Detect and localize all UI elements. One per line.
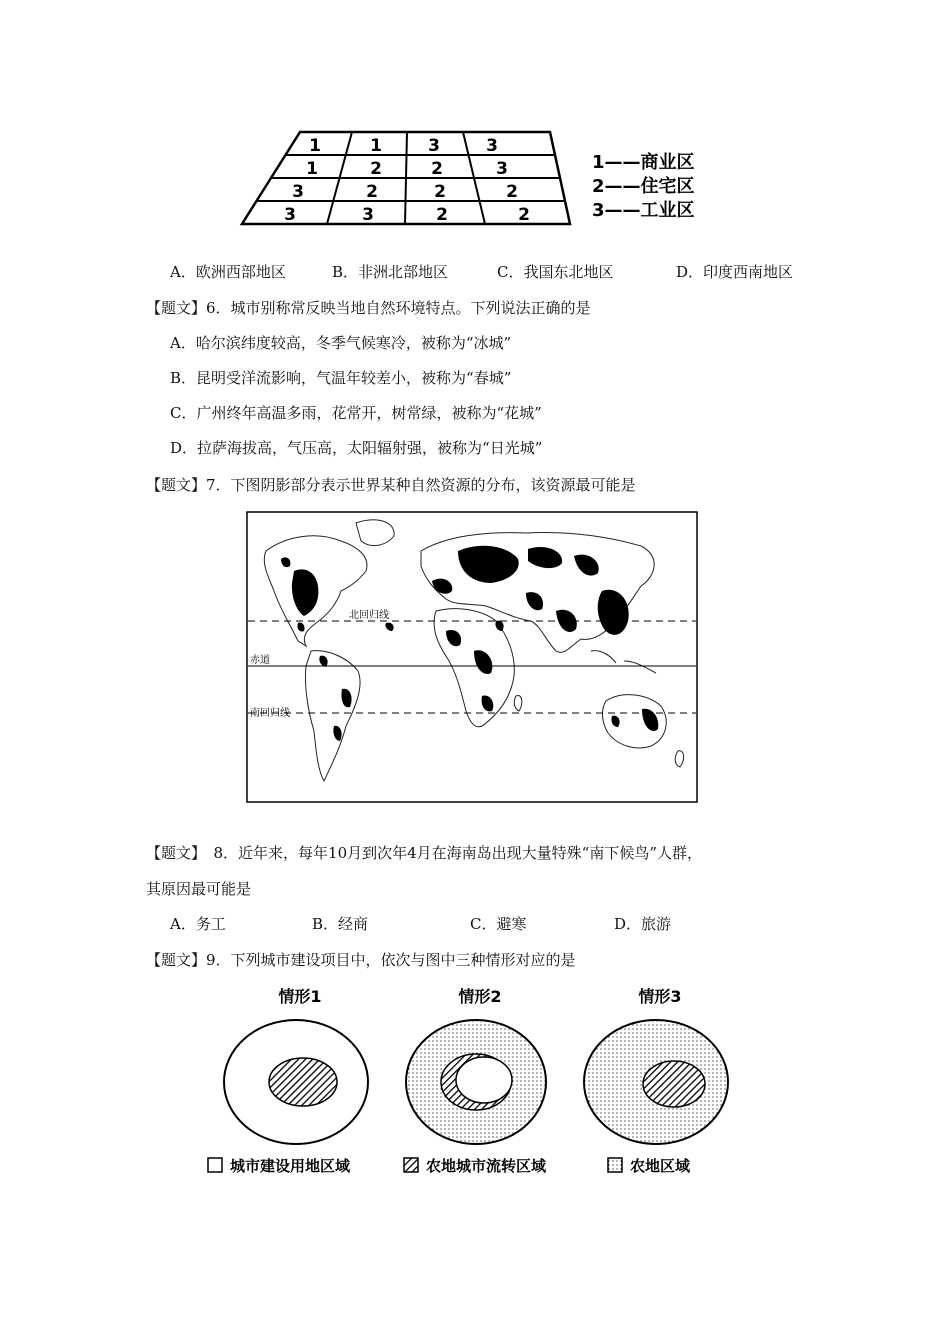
q6-option-d: D．拉萨海拔高，气压高，太阳辐射强，被称为“日光城” (170, 439, 543, 457)
grid-cell: 1 (306, 159, 318, 179)
grid-legend-item: 2——住宅区 (592, 176, 695, 197)
grid-cell: 3 (496, 159, 508, 179)
q5-option-c: C．我国东北地区 (497, 263, 614, 281)
map-label-tropic-south: 南回归线 (250, 708, 290, 719)
grid-cell: 2 (370, 159, 382, 179)
grid-cell: 3 (362, 205, 374, 225)
grid-cell: 1 (309, 136, 321, 156)
q5-option-b: B．非洲北部地区 (332, 263, 449, 281)
q8-option-a: A．务工 (170, 915, 226, 933)
q8-stem-line1: 【题文】 8．近年来，每年10月到次年4月在海南岛出现大量特殊“南下候鸟”人群， (146, 844, 703, 862)
grid-cell: 3 (486, 136, 498, 156)
q6-stem: 【题文】6．城市别称常反映当地自然环境特点。下列说法正确的是 (146, 299, 591, 317)
grid-cell: 2 (431, 159, 443, 179)
grid-cell: 2 (506, 182, 518, 202)
grid-cell: 3 (428, 136, 440, 156)
scenario-3-title: 情形3 (638, 987, 682, 1006)
q5-option-d: D．印度西南地区 (676, 263, 794, 281)
q8-option-b: B．经商 (312, 915, 369, 933)
q9-stem: 【题文】9．下列城市建设项目中，依次与图中三种情形对应的是 (146, 951, 576, 969)
q7-stem: 【题文】7．下图阴影部分表示世界某种自然资源的分布，该资源最可能是 (146, 476, 636, 494)
legend-urban-label: 城市建设用地区域 (230, 1157, 351, 1175)
q8-stem-line2: 其原因最可能是 (146, 880, 252, 898)
world-map-figure (246, 511, 698, 803)
q8-option-d: D．旅游 (614, 915, 672, 933)
zone-grid-figure (230, 126, 730, 236)
grid-legend-item: 3——工业区 (592, 200, 695, 221)
q6-option-c: C．广州终年高温多雨，花常开，树常绿，被称为“花城” (170, 404, 542, 422)
scenario-1-title: 情形1 (278, 987, 322, 1006)
legend-transfer-label: 农地城市流转区域 (426, 1157, 547, 1175)
scenario-2-title: 情形2 (458, 987, 502, 1006)
scenario-figure (200, 980, 750, 1180)
q8-option-c: C．避寒 (470, 915, 527, 933)
grid-cell: 3 (292, 182, 304, 202)
grid-cell: 1 (370, 136, 382, 156)
q5-option-a: A．欧洲西部地区 (170, 263, 286, 281)
map-label-tropic-north: 北回归线 (349, 610, 389, 621)
map-label-equator: 赤道 (250, 655, 270, 666)
grid-legend-item: 1——商业区 (592, 152, 695, 173)
grid-cell: 2 (518, 205, 530, 225)
grid-cell: 2 (366, 182, 378, 202)
grid-cell: 3 (284, 205, 296, 225)
grid-cell: 2 (436, 205, 448, 225)
q6-option-b: B．昆明受洋流影响，气温年较差小，被称为“春城” (170, 369, 512, 387)
legend-farmland-label: 农地区域 (630, 1157, 691, 1175)
grid-cell: 2 (434, 182, 446, 202)
q6-option-a: A．哈尔滨纬度较高，冬季气候寒冷，被称为“冰城” (170, 334, 512, 352)
